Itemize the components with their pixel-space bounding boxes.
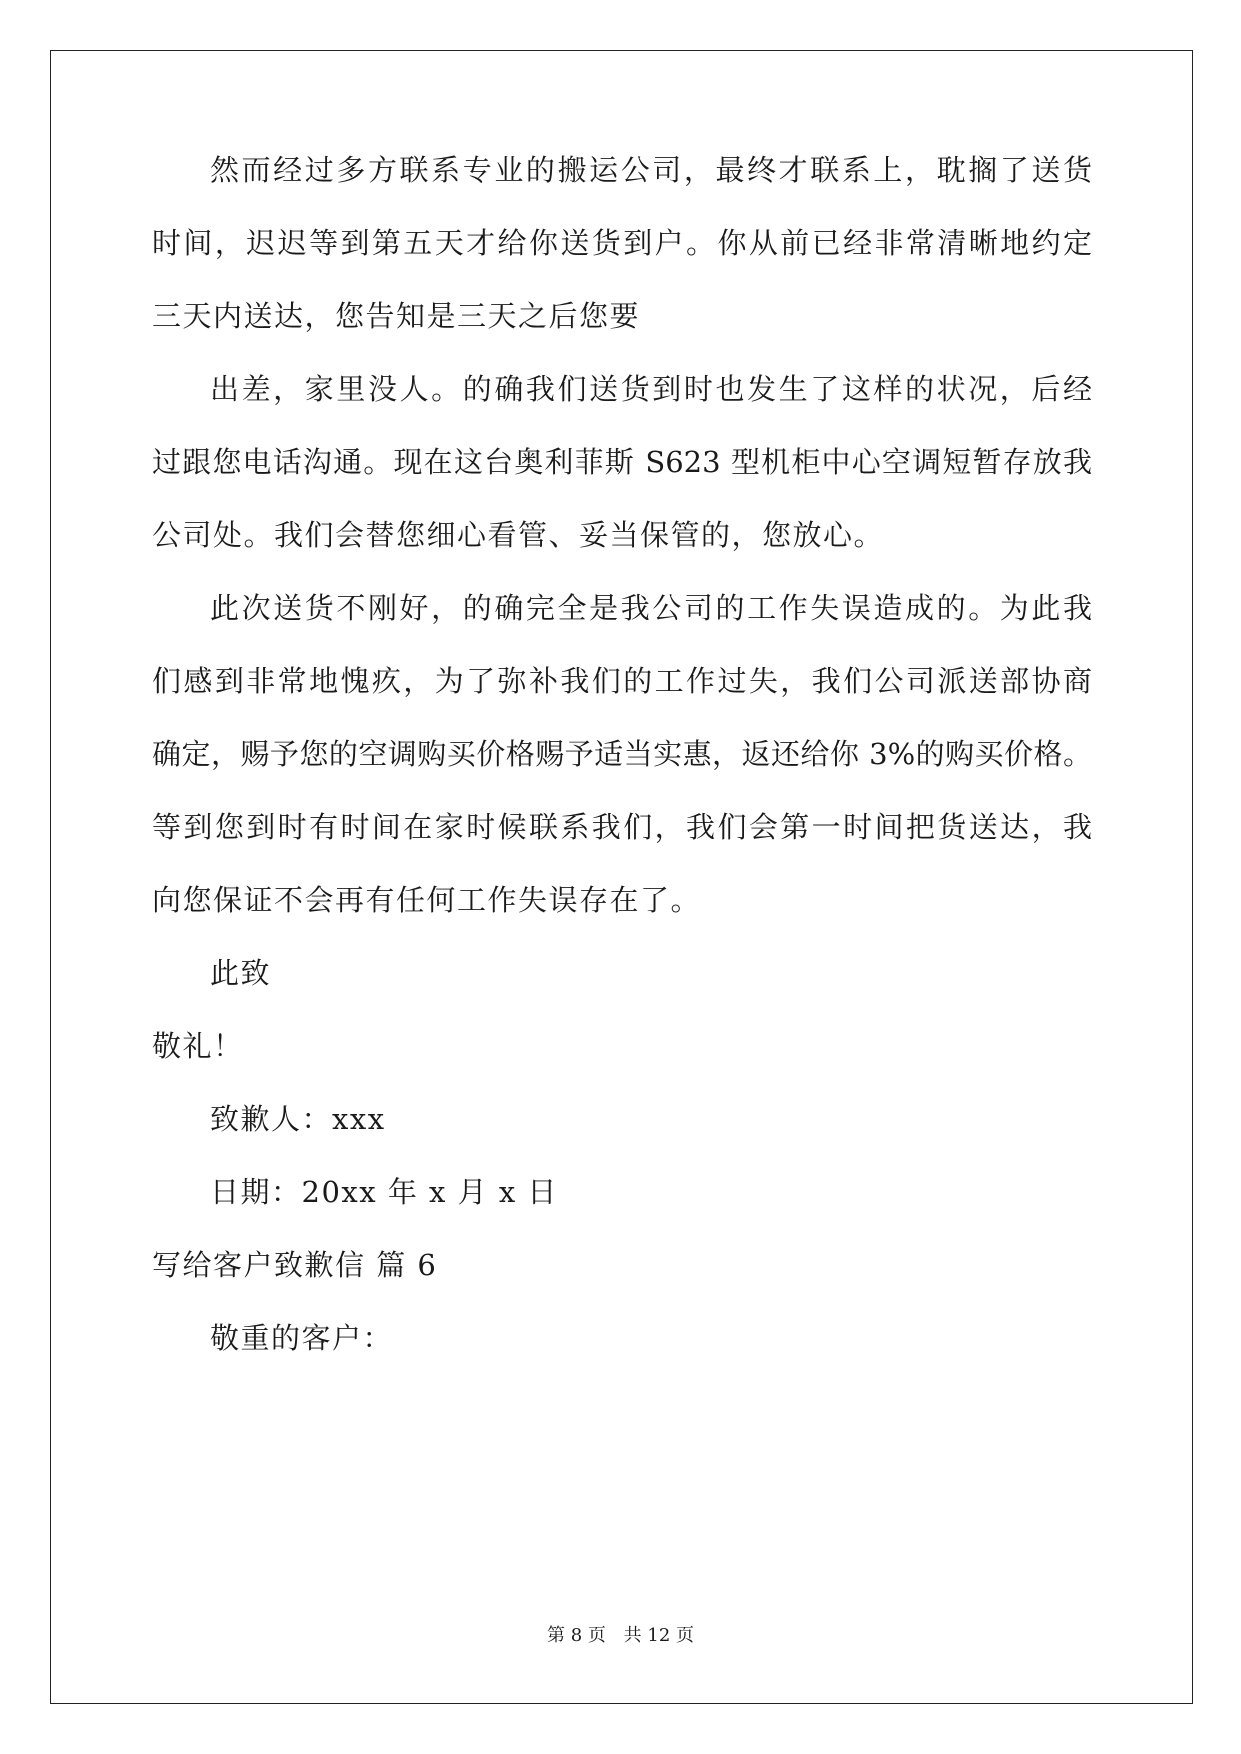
paragraph-1-line-3: 三天内送达，您告知是三天之后您要	[152, 299, 641, 333]
closing-salutation: 此致	[210, 956, 272, 990]
paragraph-2-line-2: 过跟您电话沟通。现在这台奥利菲斯 S623 型机柜中心空调短暂存放我	[152, 445, 1092, 479]
paragraph-2-line-1: 出差，家里没人。的确我们送货到时也发生了这样的状况，后经	[210, 372, 1092, 406]
paragraph-3-line-5: 向您保证不会再有任何工作失误存在了。	[152, 883, 702, 917]
section-heading: 写给客户致歉信 篇 6	[152, 1248, 438, 1282]
paragraph-2-line-3: 公司处。我们会替您细心看管、妥当保管的，您放心。	[152, 518, 885, 552]
page-total: 共 12 页	[623, 1625, 694, 1646]
paragraph-1-line-2: 时间，迟迟等到第五天才给你送货到户。你从前已经非常清晰地约定	[152, 226, 1092, 260]
closing-regards: 敬礼！	[152, 1029, 244, 1063]
page-footer	[0, 1624, 1241, 1648]
paragraph-3-line-2: 们感到非常地愧疚，为了弥补我们的工作过失，我们公司派送部协商	[152, 664, 1092, 698]
signer: 致歉人：xxx	[210, 1102, 386, 1136]
paragraph-3-line-3: 确定，赐予您的空调购买价格赐予适当实惠，返还给你 3%的购买价格。	[152, 737, 1092, 771]
greeting: 敬重的客户：	[210, 1321, 394, 1355]
paragraph-1-line-1: 然而经过多方联系专业的搬运公司，最终才联系上，耽搁了送货	[210, 153, 1092, 187]
letter-date: 日期：20xx 年 x 月 x 日	[210, 1175, 558, 1209]
paragraph-3-line-1: 此次送货不刚好，的确完全是我公司的工作失误造成的。为此我	[210, 591, 1092, 625]
page-number: 第 8 页	[547, 1625, 606, 1646]
paragraph-3-line-4: 等到您到时有时间在家时候联系我们，我们会第一时间把货送达，我	[152, 810, 1092, 844]
